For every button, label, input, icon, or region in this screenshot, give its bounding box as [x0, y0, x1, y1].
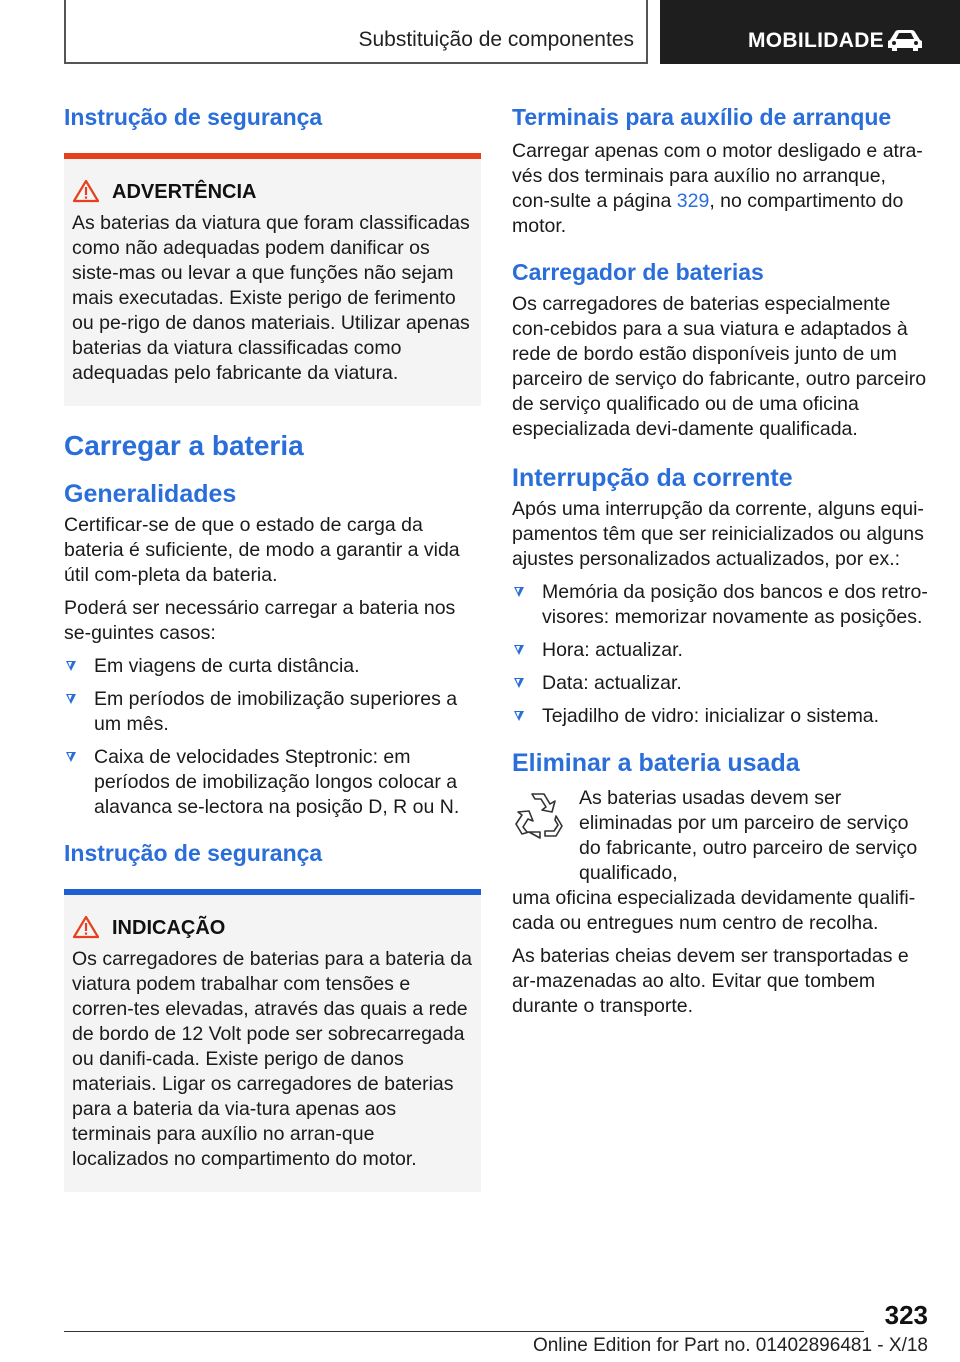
bullet-triangle-icon [514, 587, 524, 597]
general-heading: Generalidades [64, 480, 237, 508]
header-chapter-label: MOBILIDADE [748, 29, 884, 52]
header-section-box [64, 0, 648, 64]
bullet-triangle-icon [514, 645, 524, 655]
disposal-text: uma oficina especializada devidamente qualifi-cada ou entregues num centro de recolha. [512, 887, 916, 934]
safety-heading-2: Instrução de segurança [64, 840, 323, 866]
list-item: Caixa de velocidades Steptronic: em períodos de imobilização longos colocar a alavanca se-lectora na posição D, R ou N. [64, 745, 481, 820]
notice-box [64, 889, 481, 1192]
charge-heading: Carregar a bateria [64, 430, 304, 461]
bullet-triangle-icon [66, 661, 76, 671]
transport-text: As baterias cheias devem ser transportadas e ar-mazenadas ao alto. Evitar que tombem durante o transporte. [512, 945, 909, 1017]
warning-text: As baterias da viatura que foram classificadas como não adequadas podem danificar os siste-mas ou levar a que funções não sejam mais executadas. Existe perigo de ferimento ou pe-rigo de danos materiais. Utilizar apenas baterias da viatura classificadas como adequadas pelo fabricante da viatura. [72, 212, 470, 384]
interruption-heading: Interrupção da corrente [512, 464, 793, 492]
recycle-icon [512, 788, 564, 840]
car-icon [886, 28, 924, 52]
terminals-heading: Terminais para auxílio de arranque [512, 104, 892, 130]
list-item: Data: actualizar. [512, 671, 928, 696]
safety-heading-1: Instrução de segurança [64, 104, 323, 130]
bullet-triangle-icon [66, 694, 76, 704]
page-number: 323 [884, 1300, 928, 1330]
list-item: Hora: actualizar. [512, 638, 928, 663]
footer-divider [64, 1331, 864, 1332]
header-section-title: Substituição de componentes [358, 28, 634, 51]
notice-bar [64, 889, 481, 895]
list-item: Tejadilho de vidro: inicializar o sistema. [512, 704, 928, 729]
list-item: Memória da posição dos bancos e dos retro-visores: memorizar novamente as posições. [512, 580, 928, 630]
disposal-heading: Eliminar a bateria usada [512, 749, 800, 777]
warning-bar [64, 153, 481, 159]
warning-icon [72, 915, 100, 939]
warning-box [64, 153, 481, 406]
disposal-block [512, 786, 928, 886]
list-item: Em períodos de imobilização superiores a um mês. [64, 687, 481, 737]
bullet-triangle-icon [514, 678, 524, 688]
general-text: Certificar-se de que o estado de carga da bateria é suficiente, de modo a garantir a vida útil com-pleta da bateria. [64, 514, 460, 586]
page-link[interactable]: 329 [676, 190, 710, 212]
charger-heading: Carregador de baterias [512, 259, 764, 285]
disposal-text-part: As baterias usadas devem ser eliminadas por um parceiro de serviço do fabricante, outro parceiro de serviço qualificado, [579, 787, 918, 884]
header-chapter-box [660, 0, 960, 64]
interruption-text: Após uma interrupção da corrente, alguns equi-pamentos têm que ser reinicializados ou alguns ajustes personalizados actualizados, por ex.: [512, 498, 924, 570]
warning-title: ADVERTÊNCIA [112, 181, 257, 203]
notice-text: Os carregadores de baterias para a bateria da viatura podem trabalhar com tensões e corren-tes elevadas, através das quais a rede de bordo de 12 Volt pode ser sobrecarregada ou danifi-cada. Existe perigo de danos materiais. Ligar os carregadores de baterias para a bateria da via-tura apenas aos terminais para auxílio no arran-que localizados no compartimento do motor. [72, 948, 472, 1170]
bullet-triangle-icon [66, 752, 76, 762]
cases-text: Poderá ser necessário carregar a bateria nos se-guintes casos: [64, 597, 456, 644]
list-item: Em viagens de curta distância. [64, 654, 481, 679]
notice-title: INDICAÇÃO [112, 917, 226, 939]
right-column [512, 96, 928, 1019]
charger-text: Os carregadores de baterias especialmente con-cebidos para a sua viatura e adaptados à rede de bordo estão disponíveis junto de um parceiro de serviço do fabricante, outro parceiro de serviço qualificado ou de uma oficina especializada devi-damente qualificada. [512, 293, 927, 440]
footer-edition: Online Edition for Part no. 01402896481 - X/18 [532, 1335, 928, 1356]
interruption-list [512, 580, 928, 729]
cases-list [64, 654, 481, 820]
bullet-triangle-icon [514, 711, 524, 721]
warning-icon [72, 179, 100, 203]
terminals-text: Carregar apenas com o motor desligado e atra-vés dos terminais para auxílio no arranque, con-sulte a página 329, no compartimento do motor. [512, 140, 923, 237]
left-column [64, 96, 481, 1192]
